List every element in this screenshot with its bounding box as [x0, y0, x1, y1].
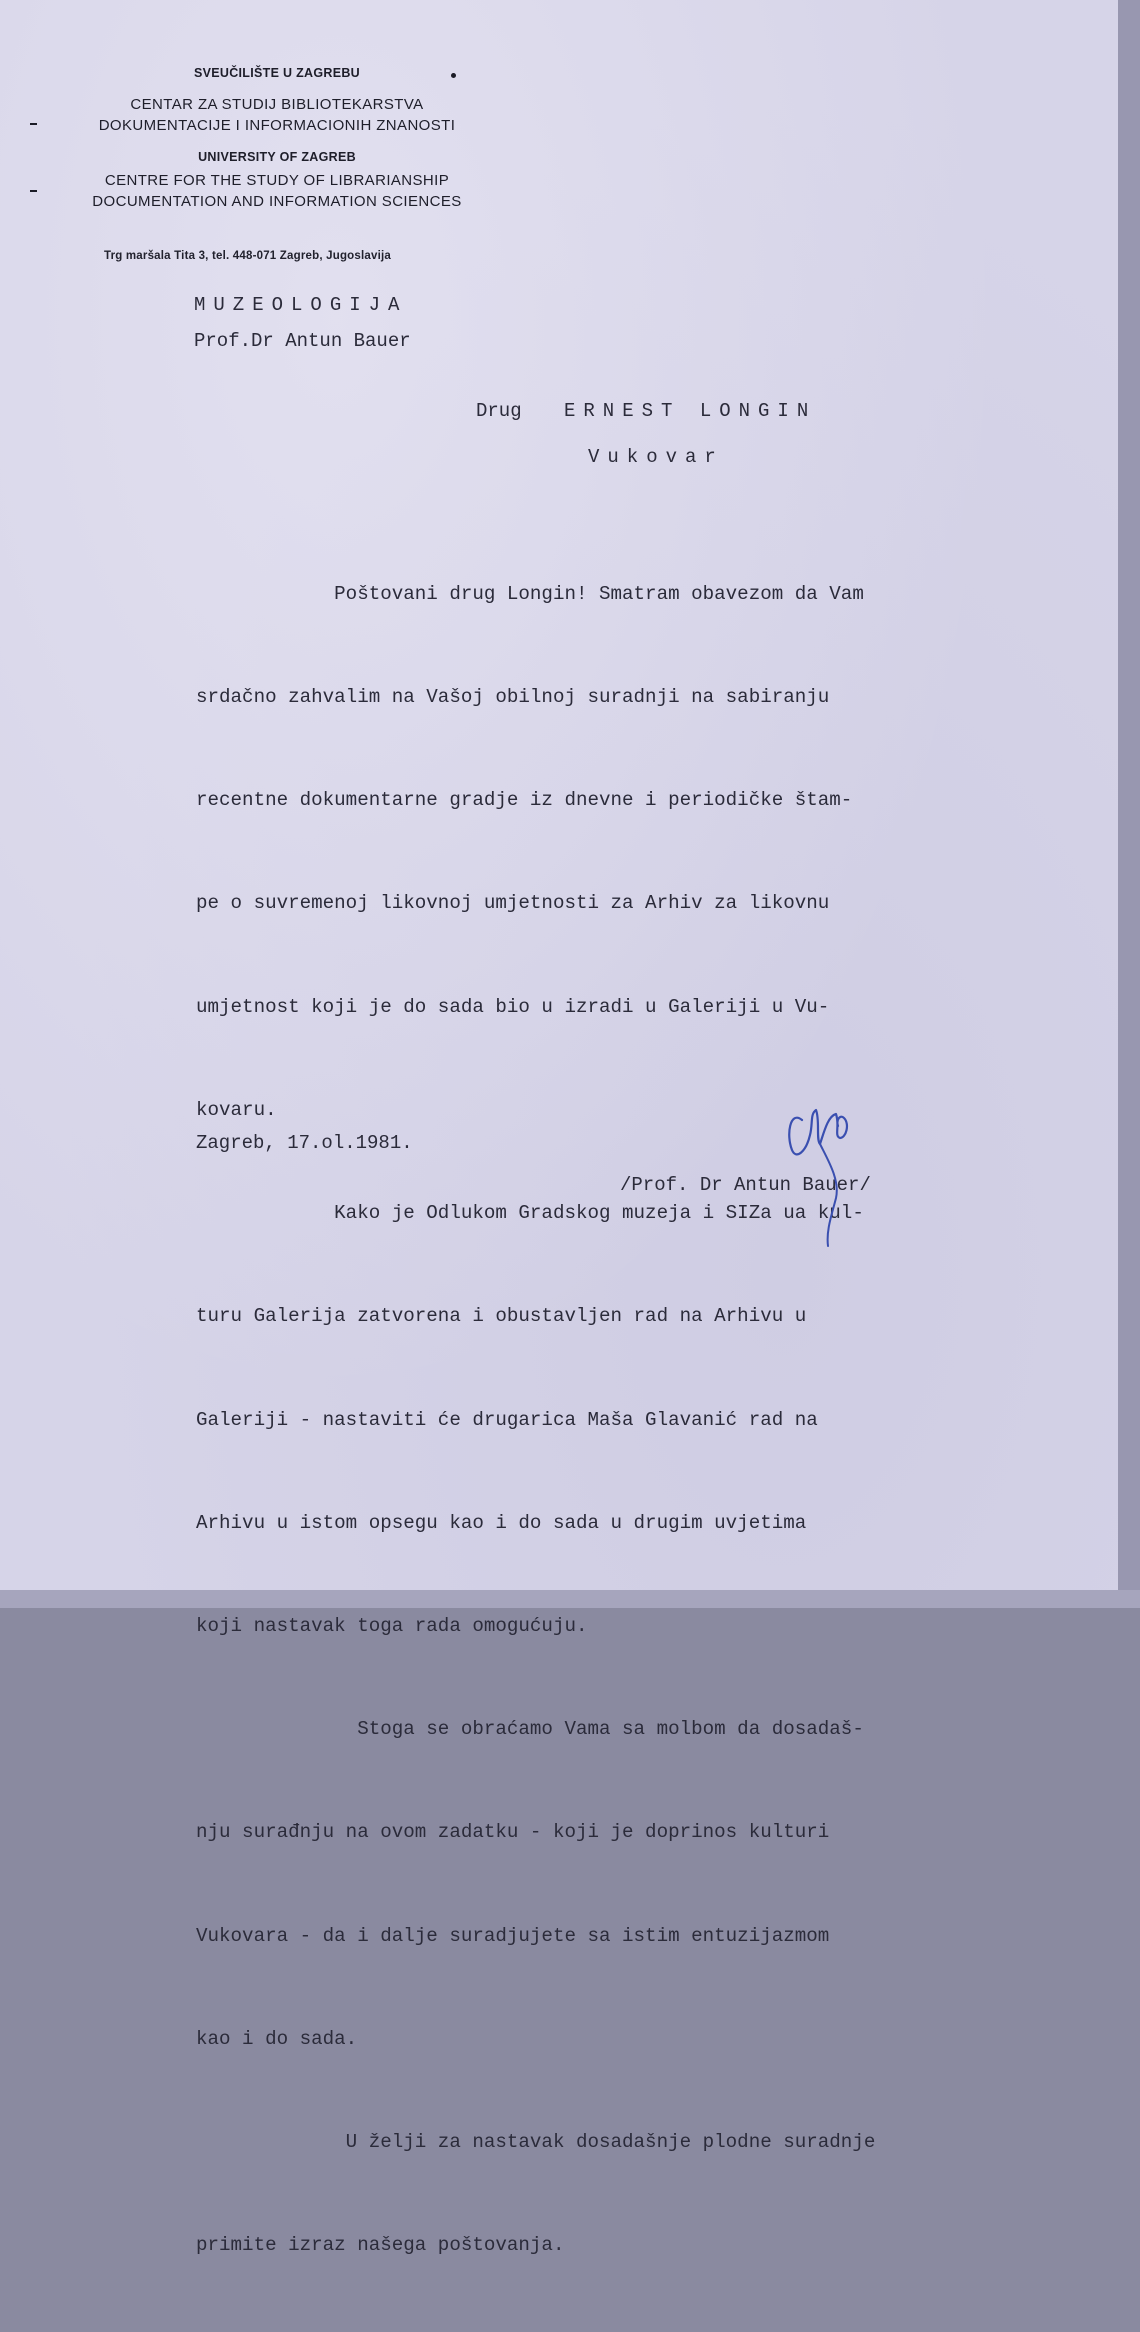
body-line: turu Galerija zatvorena i obustavljen rad na Arhivu u — [196, 1305, 807, 1328]
recipient-city: Vukovar — [588, 446, 724, 468]
letter-body — [196, 508, 976, 2332]
body-line: recentne dokumentarne gradje iz dnevne i periodičke štam- — [196, 789, 853, 812]
body-line: Stoga se obraćamo Vama sa molbom da dosadaš- — [196, 1718, 864, 1741]
body-line: kao i do sada. — [196, 2027, 358, 2050]
sender-name: Prof.Dr Antun Bauer — [194, 330, 411, 352]
body-line: umjetnost koji je do sada bio u izradi u Galeriji u Vu- — [196, 995, 830, 1018]
body-line: koji nastavak toga rada omogućuju. — [196, 1615, 588, 1637]
scan-edge-bottom — [0, 1590, 1140, 1608]
body-line: nju surađnju na ovom zadatku - koji je doprinos kulturi — [196, 1821, 830, 1844]
recipient-name: ERNEST LONGIN — [564, 400, 817, 422]
recipient-salutation: Drug — [476, 400, 522, 422]
body-line: Arhivu u istom opsegu kao i do sada u drugim uvjetima — [196, 1511, 807, 1534]
letterhead-university-en: UNIVERSITY OF ZAGREB — [198, 150, 356, 164]
body-line: Galeriji - nastaviti će drugarica Maša Glavanić rad na — [196, 1408, 818, 1431]
body-line: Poštovani drug Longin! Smatram obavezom da Vam — [196, 582, 864, 605]
body-line: primite izraz našega poštovanja. — [196, 2234, 565, 2257]
handwritten-signature — [780, 1080, 890, 1250]
scan-edge-right — [1118, 0, 1140, 1608]
letterhead-university-hr: SVEUČILIŠTE U ZAGREBU — [193, 66, 361, 80]
letterhead-centre-hr-line2: DOKUMENTACIJE I INFORMACIONIH ZNANOSTI — [98, 117, 456, 134]
letterhead — [72, 66, 482, 212]
body-line: kovaru. — [196, 1098, 277, 1121]
body-line: Kako je Odlukom Gradskog muzeja i SIZa ua kul- — [196, 1202, 864, 1225]
body-line: pe o suvremenoj likovnoj umjetnosti za Arhiv za likovnu — [196, 892, 830, 915]
letter-date: Zagreb, 17.ol.1981. — [196, 1132, 413, 1154]
fold-mark — [30, 190, 37, 192]
sender-department: MUZEOLOGIJA — [194, 294, 408, 316]
letterhead-centre-en-line2: DOCUMENTATION AND INFORMATION SCIENCES — [92, 193, 462, 210]
body-line: Vukovara - da i dalje suradjujete sa istim entuzijazmom — [196, 1924, 830, 1947]
letterhead-address: Trg maršala Tita 3, tel. 448-071 Zagreb, Jugoslavija — [104, 250, 391, 262]
letterhead-centre-en-line1: CENTRE FOR THE STUDY OF LIBRARIANSHIP — [104, 172, 450, 189]
body-line: U želji za nastavak dosadašnje plodne suradnje — [196, 2131, 876, 2154]
fold-mark — [30, 123, 37, 125]
signature-typed-name: /Prof. Dr Antun Bauer/ — [620, 1174, 871, 1196]
letterhead-centre-hr-line1: CENTAR ZA STUDIJ BIBLIOTEKARSTVA — [130, 96, 424, 113]
punch-mark — [451, 73, 456, 78]
body-line: srdačno zahvalim na Vašoj obilnoj suradnji na sabiranju — [196, 686, 830, 709]
